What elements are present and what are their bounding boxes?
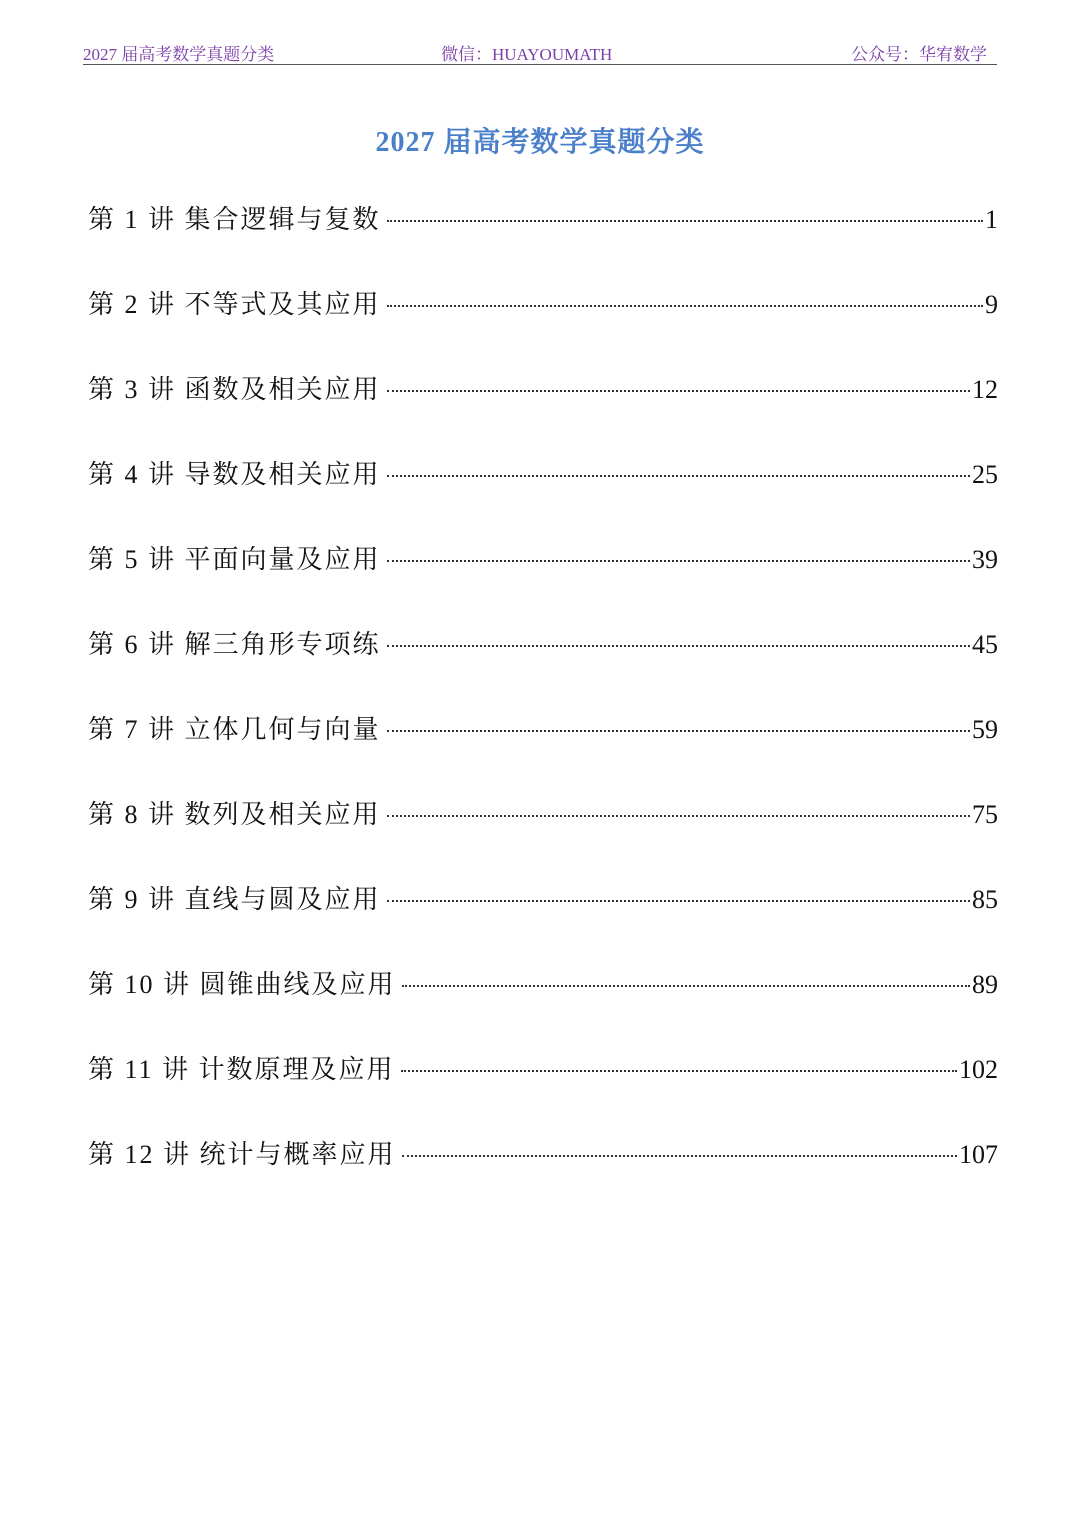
toc-entry-label: 第 12 讲 统计与概率应用 [88, 1140, 396, 1169]
toc-entry-page: 25 [972, 460, 998, 489]
toc-entry-page: 75 [972, 800, 998, 829]
toc-entry-label: 第 5 讲 平面向量及应用 [88, 545, 381, 574]
toc-entry[interactable] [88, 455, 998, 495]
toc-dot-leader [402, 985, 970, 987]
toc-entry-page: 45 [972, 630, 998, 659]
toc-dot-leader [387, 220, 983, 222]
toc-dot-leader [402, 1155, 957, 1157]
toc-entry[interactable] [88, 1135, 998, 1175]
toc-entry-label: 第 2 讲 不等式及其应用 [88, 290, 381, 319]
toc-entry-label: 第 7 讲 立体几何与向量 [88, 715, 381, 744]
toc-entry[interactable] [88, 880, 998, 920]
toc-dot-leader [387, 730, 970, 732]
toc-entry-page: 89 [972, 970, 998, 999]
page-header [83, 38, 997, 65]
toc-dot-leader [387, 390, 970, 392]
toc-entry[interactable] [88, 200, 998, 240]
toc-entry-page: 85 [972, 885, 998, 914]
header-document-title: 2027 届高考数学真题分类 [83, 45, 275, 64]
toc-dot-leader [387, 305, 983, 307]
toc-entry-page: 1 [985, 205, 998, 234]
toc-entry[interactable] [88, 1050, 998, 1090]
toc-entry-label: 第 6 讲 解三角形专项练 [88, 630, 381, 659]
toc-entry-page: 39 [972, 545, 998, 574]
toc-dot-leader [387, 560, 970, 562]
toc-dot-leader [387, 475, 970, 477]
toc-entry[interactable] [88, 965, 998, 1005]
toc-entry[interactable] [88, 795, 998, 835]
toc-entry-label: 第 10 讲 圆锥曲线及应用 [88, 970, 396, 999]
toc-dot-leader [387, 815, 970, 817]
document-title: 2027 届高考数学真题分类 [375, 127, 705, 158]
toc-entry-page: 9 [985, 290, 998, 319]
toc-dot-leader [401, 1070, 957, 1072]
toc-entry-label: 第 1 讲 集合逻辑与复数 [88, 205, 381, 234]
toc-entry-label: 第 11 讲 计数原理及应用 [88, 1055, 395, 1084]
toc-dot-leader [387, 900, 970, 902]
toc-entry-label: 第 9 讲 直线与圆及应用 [88, 885, 381, 914]
toc-entry-label: 第 8 讲 数列及相关应用 [88, 800, 381, 829]
toc-entry[interactable] [88, 285, 998, 325]
toc-entry[interactable] [88, 370, 998, 410]
toc-entry-label: 第 4 讲 导数及相关应用 [88, 460, 381, 489]
header-wechat-id: 微信：HUAYOUMATH [441, 45, 613, 64]
toc-entry-page: 59 [972, 715, 998, 744]
toc-dot-leader [387, 645, 970, 647]
toc-entry-page: 102 [959, 1055, 998, 1084]
toc-entry[interactable] [88, 710, 998, 750]
toc-entry[interactable] [88, 540, 998, 580]
toc-entry-page: 107 [959, 1140, 998, 1169]
toc-entry[interactable] [88, 625, 998, 665]
toc-entry-label: 第 3 讲 函数及相关应用 [88, 375, 381, 404]
header-official-account: 公众号：华宥数学 [851, 45, 987, 64]
toc-entry-page: 12 [972, 375, 998, 404]
